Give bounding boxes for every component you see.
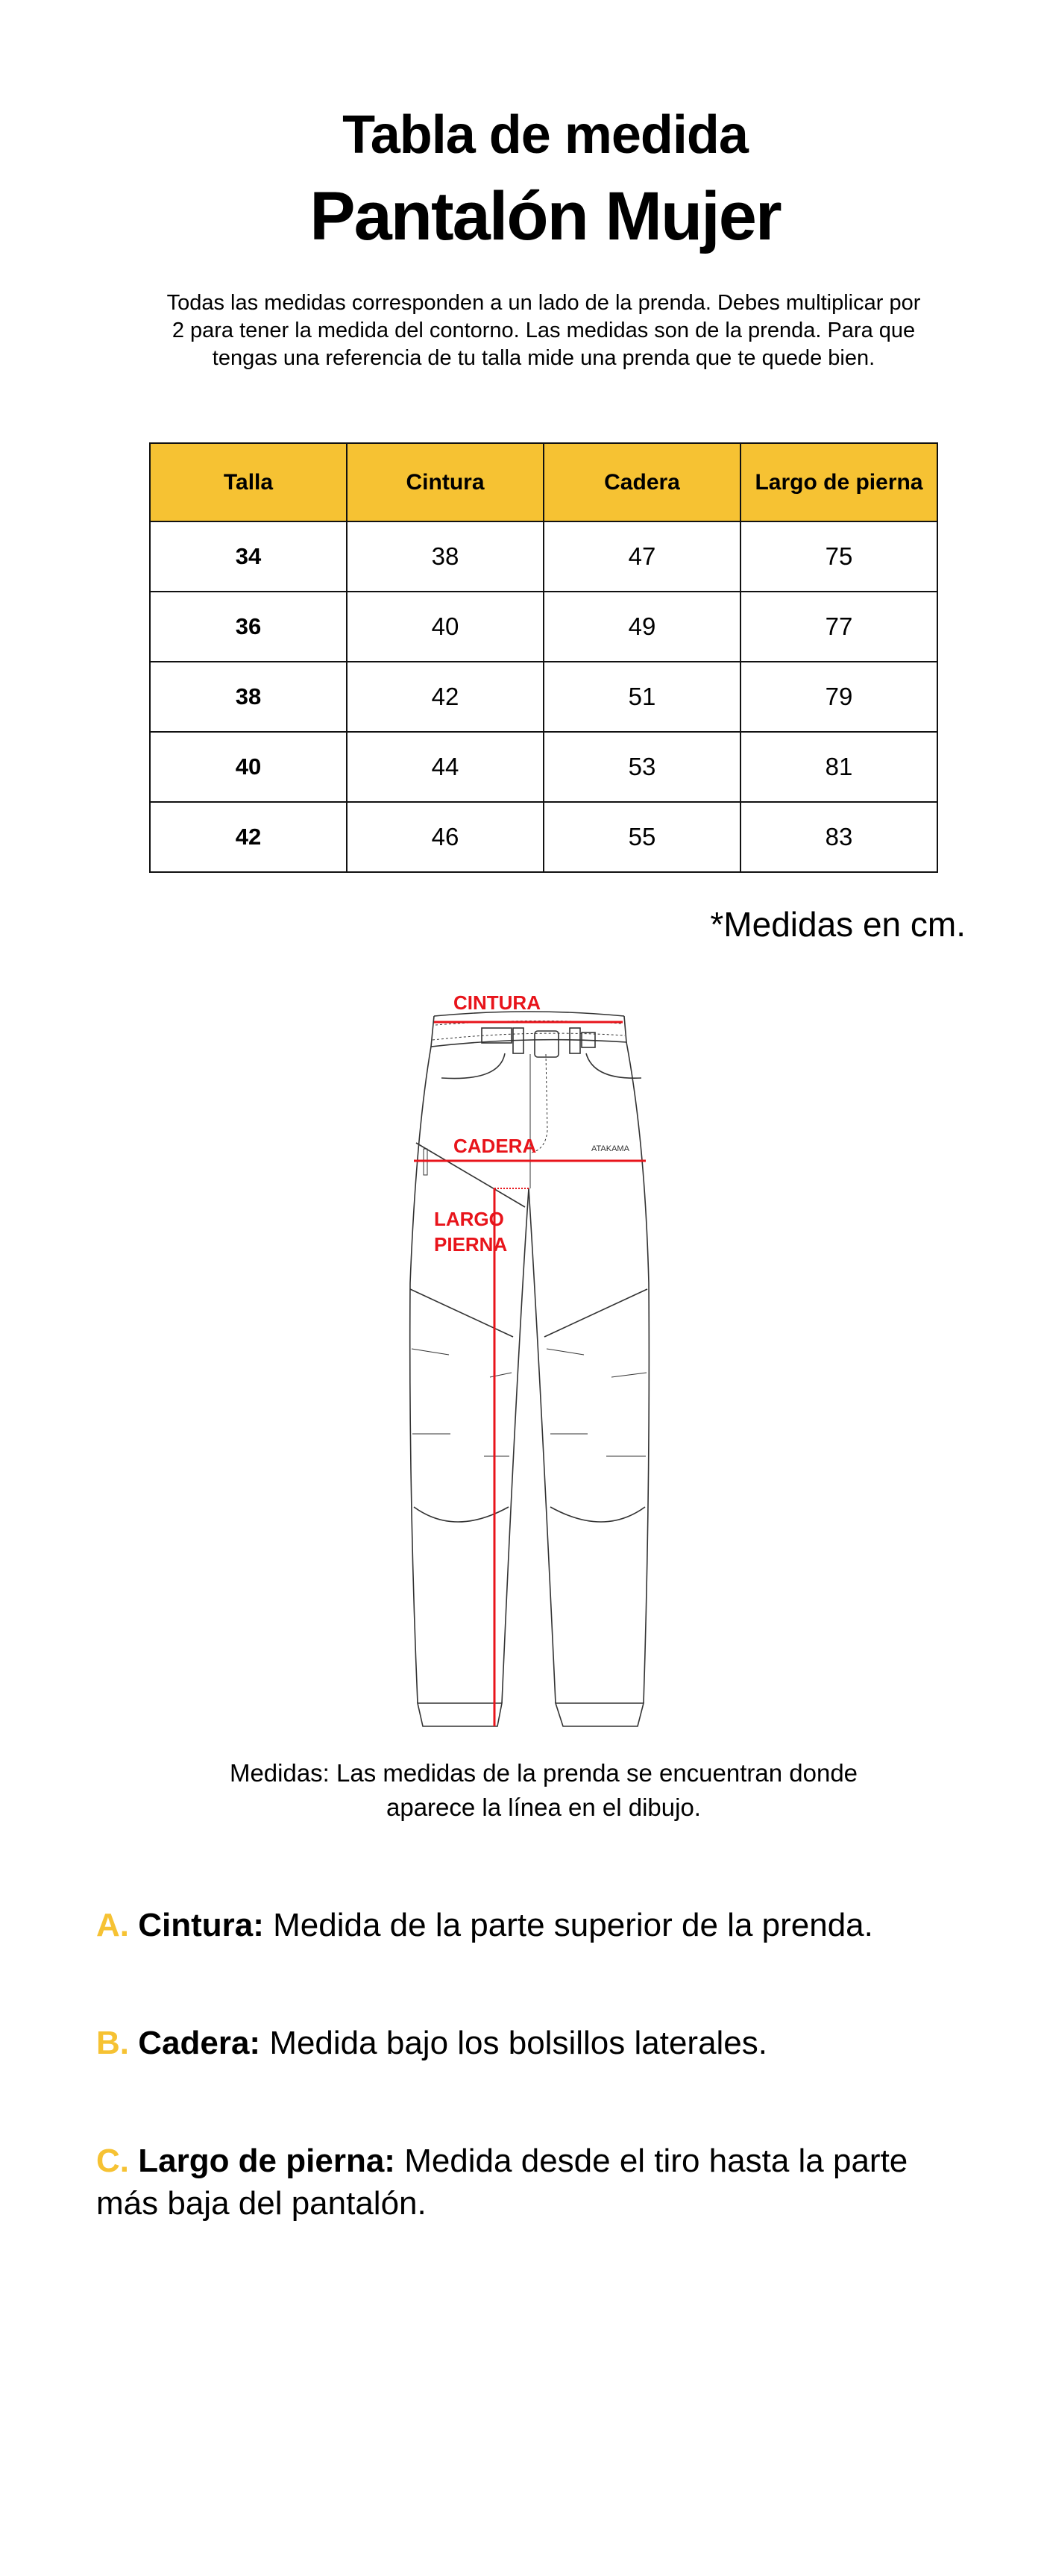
table-row: [150, 802, 937, 872]
caption-line: Medidas: Las medidas de la prenda se encuentran donde: [229, 1759, 858, 1787]
waist-label: CINTURA: [453, 991, 541, 1014]
hip-label: CADERA: [453, 1135, 537, 1157]
cell-cintura: 46: [347, 802, 544, 872]
table-row: [150, 592, 937, 662]
table-row: [150, 662, 937, 732]
definition-text: Medida bajo los bolsillos laterales.: [269, 2025, 768, 2061]
brand-logo: ATAKAMA: [591, 1144, 629, 1153]
table-row: [150, 732, 937, 802]
cell-talla: 40: [150, 732, 347, 802]
leg-label-line1: LARGO: [434, 1208, 504, 1230]
definition-largo-pierna: [96, 2140, 976, 2225]
cell-largo: 81: [740, 732, 937, 802]
cell-talla: 38: [150, 662, 347, 732]
intro-line: tengas una referencia de tu talla mide una prenda que te quede bien.: [212, 346, 875, 370]
definition-cintura: [96, 1904, 976, 1946]
header-cadera: Cadera: [544, 443, 740, 521]
definition-term: Cadera:: [138, 2025, 261, 2061]
cell-cadera: 51: [544, 662, 740, 732]
unit-note: *Medidas en cm.: [710, 905, 966, 944]
cell-cadera: 49: [544, 592, 740, 662]
table-row: [150, 521, 937, 592]
cell-largo: 77: [740, 592, 937, 662]
cell-cadera: 47: [544, 521, 740, 592]
product-title: Pantalón Mujer: [309, 178, 781, 254]
cell-talla: 34: [150, 521, 347, 592]
header-largo-pierna: Largo de pierna: [740, 443, 937, 521]
cell-largo: 79: [740, 662, 937, 732]
cell-talla: 36: [150, 592, 347, 662]
cell-largo: 75: [740, 521, 937, 592]
definition-cadera: [96, 2022, 976, 2064]
cell-cadera: 53: [544, 732, 740, 802]
cell-talla: 42: [150, 802, 347, 872]
caption-line: aparece la línea en el dibujo.: [386, 1793, 701, 1821]
size-table: [149, 442, 938, 873]
header-cintura: Cintura: [347, 443, 544, 521]
definition-text: Medida de la parte superior de la prenda.: [273, 1907, 873, 1943]
intro-paragraph: [96, 289, 991, 372]
table-header-row: [150, 443, 937, 521]
definition-term: Largo de pierna:: [138, 2143, 395, 2179]
definition-letter: A.: [96, 1907, 129, 1943]
definition-text: Medida desde el tiro hasta la parte más baja del pantalón.: [96, 2143, 908, 2222]
intro-line: Todas las medidas corresponden a un lado de la prenda. Debes multiplicar por: [166, 291, 921, 315]
pants-outline: [410, 1012, 650, 1726]
page-title: Tabla de medida: [342, 105, 748, 165]
leg-label-line2: PIERNA: [434, 1233, 508, 1256]
definition-letter: B.: [96, 2025, 129, 2061]
cell-largo: 83: [740, 802, 937, 872]
cell-cadera: 55: [544, 802, 740, 872]
intro-line: 2 para tener la medida del contorno. Las medidas son de la prenda. Para que: [172, 319, 916, 342]
diagram-caption: [96, 1756, 991, 1825]
cell-cintura: 44: [347, 732, 544, 802]
pants-diagram: [388, 970, 671, 1738]
header-talla: Talla: [150, 443, 347, 521]
definition-letter: C.: [96, 2143, 129, 2179]
cell-cintura: 38: [347, 521, 544, 592]
definition-term: Cintura:: [138, 1907, 264, 1943]
cell-cintura: 40: [347, 592, 544, 662]
cell-cintura: 42: [347, 662, 544, 732]
